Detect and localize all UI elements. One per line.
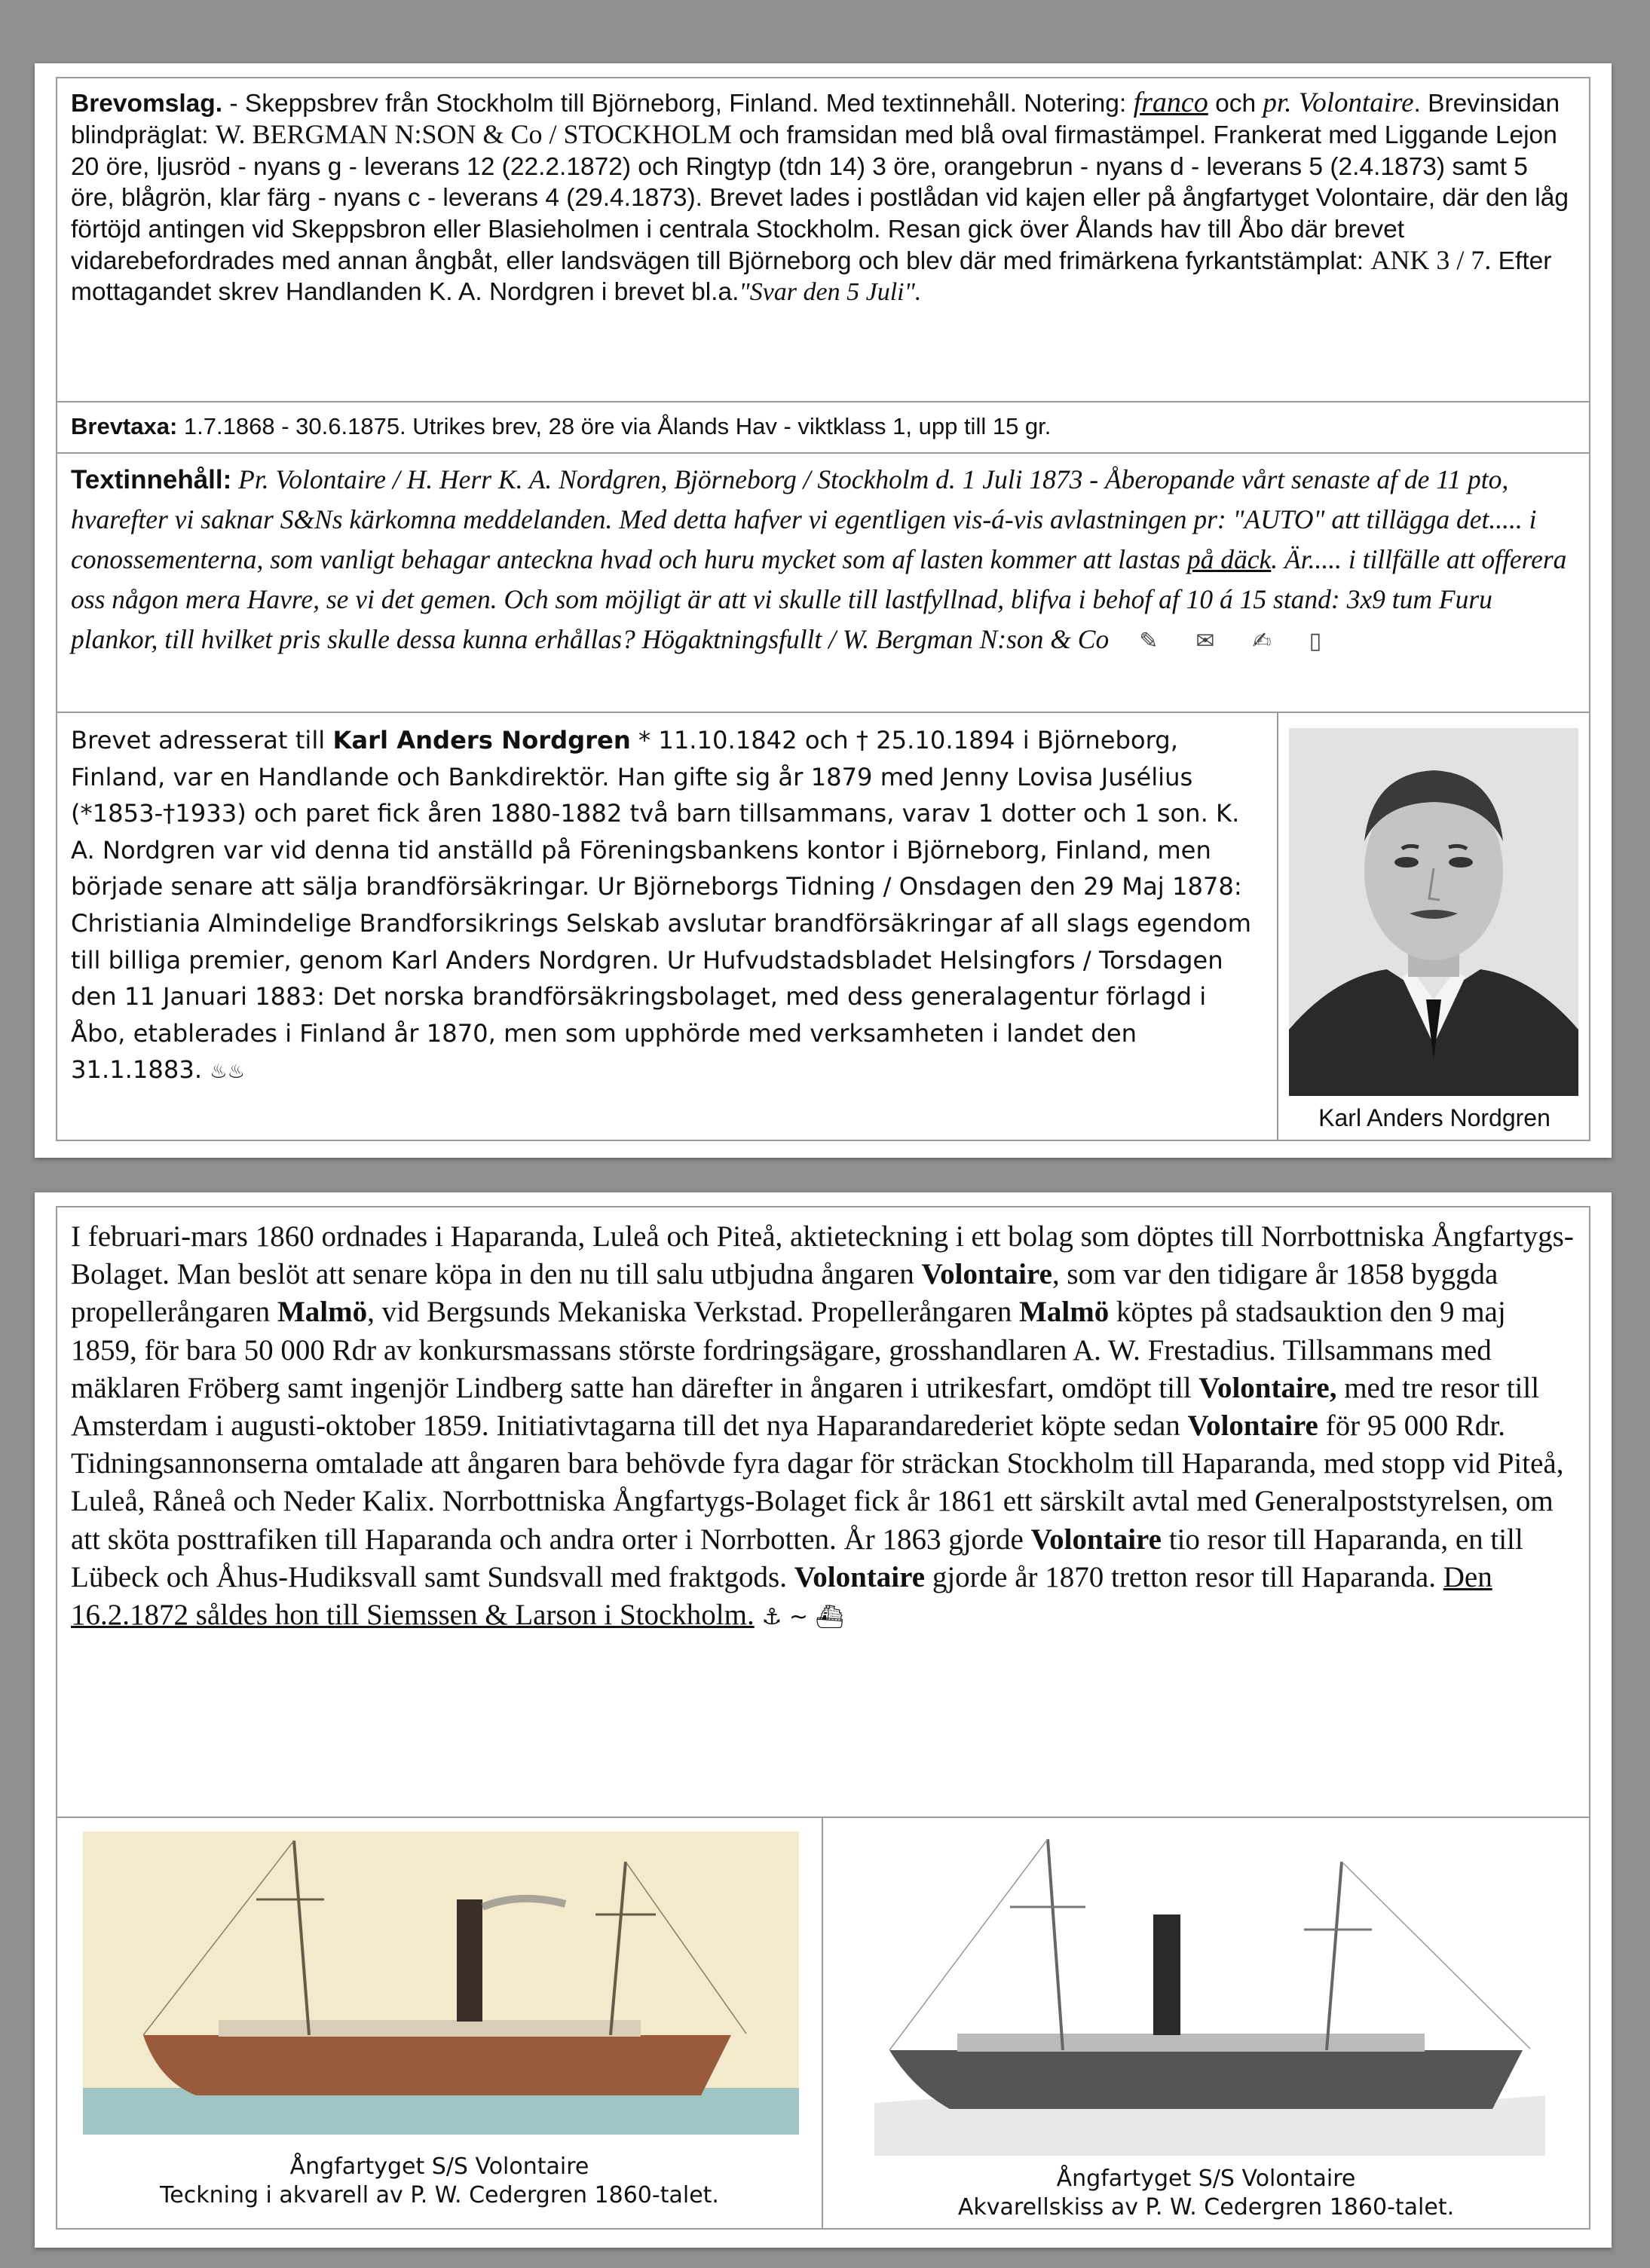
watercolor-ship-image xyxy=(83,1832,799,2135)
pencil-icon: ✎ xyxy=(1139,628,1196,654)
bio-name: Karl Anders Nordgren xyxy=(332,726,631,754)
brevtaxa-label: Brevtaxa: xyxy=(71,413,178,439)
ship-name: Volontaire xyxy=(921,1258,1052,1291)
svar-note: "Svar den 5 Juli". xyxy=(739,278,922,307)
sketch-title: Ångfartyget S/S Volontaire xyxy=(1056,2165,1356,2192)
ship-name: Malmö xyxy=(277,1296,368,1329)
ank-stamp-text: ANK 3 / 7. xyxy=(1370,245,1492,276)
volontaire-note: pr. Volontaire xyxy=(1263,87,1414,118)
ship-icons: ♨♨ xyxy=(210,1061,245,1084)
bottom-album-card xyxy=(35,1192,1612,2248)
brevomslag-part: - Skeppsbrev från Stockholm till Björneborg, Finland. Med textinnehåll. Notering: xyxy=(222,90,1134,118)
portrait-photo xyxy=(1289,728,1578,1096)
watercolor-title: Ångfartyget S/S Volontaire xyxy=(289,2153,589,2180)
sketch-ship-image xyxy=(844,1832,1568,2156)
ship-name: Volontaire xyxy=(794,1560,926,1593)
textinnehall-part: Pr. Volontaire / H. Herr K. A. Nordgren, Björneborg / Stockholm d. 1 Juli 1873 - Åberopande vårt senaste af de 11 pto, hvarefter vi saknar S&Ns kärkomna meddelanden. Med detta hafver vi egentligen vis-á-vis avlastningen pr: "AUTO" att tillägga det..... i conossementerna, som vanligt behagar anteckna hvad och huru mycket som af lasten kommer att lastas xyxy=(71,464,1537,574)
franco-note: franco xyxy=(1133,87,1208,118)
textinnehall-section xyxy=(56,452,1590,713)
ship-drawing-color xyxy=(83,1832,799,2135)
history-part: köptes på stadsauktion den 9 maj 1859, för bara 50 000 Rdr av konkursmassans störste fordringsägare, grosshandlaren A. W. Frestadius. Tillsammans med mäklaren Fröberg samt ingenjör Lindberg satte han därefter in ångaren i utrikesfart, omdöpt till xyxy=(71,1296,1506,1404)
brevtaxa-value: 1.7.1868 - 30.6.1875. Utrikes brev, 28 öre via Ålands Hav - viktklass 1, upp till 15 gr. xyxy=(177,413,1052,439)
brevomslag-part: och framsidan med blå oval firmastämpel. Frankerat med Liggande Lejon 20 öre, ljusröd - nyans g - leverans 12 (22.2.1872) och Ringtyp (tdn 14) 3 öre, orangebrun - nyans d - leverans 5 (2.4.1873) samt 5 öre, blågrön, klar färg - nyans c - leverans 4 (29.4.1873). Brevet lades i postlådan vid kajen eller på ångfartyget Volontaire, där den låg förtöjd antingen vid Skeppsbron eller Blasieholmen i centrala Stockholm. Resan gick över Ålands hav till Åbo där brevet vidarebefordrades med annan ångbåt, eller landsvägen till Björneborg och blev där med frimärkena fyrkantstämplat: xyxy=(71,121,1569,276)
bio-part: Brevet adresserat till xyxy=(71,726,333,754)
signature-icon: ✍ xyxy=(1252,628,1309,654)
ship-name: Volontaire, xyxy=(1198,1371,1337,1404)
textinnehall-icons xyxy=(1139,621,1359,661)
bio-part: * 11.10.1842 och † 25.10.1894 i Björneborg, Finland, var en Handlande och Bankdirektör. Han gifte sig år 1879 med Jenny Lovisa Jusélius (*1853-†1933) och paret fick åren 1880-1882 två barn tillsammans, varav 1 dotter och 1 son. K. A. Nordgren var vid denna tid anställd på Föreningsbankens kontor i Björneborg, Finland, men började senare att sälja brandförsäkringar. Ur Björneborgs Tidning / Onsdagen den 29 Maj 1878: Christiania Almindelige Brandforsikrings Selskab avslutar brandförsäkringar af all slags egendom till billiga premier, genom Karl Anders Nordgren. Ur Hufvudstadsbladet Helsingfors / Torsdagen den 11 Januari 1883: Det norska brandförsäkringsbolaget, med dess generalagentur förlagd i Åbo, etablerades i Finland år 1870, men som upphörde med verksamheten i landet den 31.1.1883. xyxy=(71,726,1251,1085)
ship-drawing-sketch xyxy=(844,1832,1568,2156)
textinnehall-text xyxy=(71,460,1575,661)
brevomslag-text xyxy=(71,87,1575,308)
history-part: I februari-mars 1860 ordnades i Haparanda, Luleå och Piteå, aktieteckning i ett bolag som döptes till Norrbottniska Ångfartygs-Bolaget. Man beslöt att senare köpa in den nu till salu utbjudna ångaren xyxy=(71,1220,1574,1291)
watercolor-frame xyxy=(56,1817,823,2230)
sale-note: Den 16.2.1872 såldes hon till Siemssen & Larson i Stockholm. xyxy=(71,1560,1492,1632)
anchor-ship-icons: ⚓ ~ ⛴ xyxy=(761,1604,844,1631)
brevomslag-section xyxy=(56,77,1590,402)
brevomslag-part: och xyxy=(1208,90,1263,118)
brevomslag-label: Brevomslag. xyxy=(71,90,223,118)
biography-section xyxy=(56,712,1590,1141)
brevtaxa-section xyxy=(56,401,1590,454)
history-part: , vid Bergsunds Mekaniska Verkstad. Propellerångaren xyxy=(367,1296,1020,1329)
history-part: för 95 000 Rdr. Tidningsannonserna omtalade att ångaren bara behövde fyra dagar för sträckan Stockholm till Haparanda, med stopp vid Piteå, Luleå, Råneå och Neder Kalix. Norrbottniska Ångfartygs-Bolaget fick år 1861 ett särskilt avtal med Generalpoststyrelsen, om att sköta posttrafiken till Haparanda och andra orter i Norrbotten. År 1863 gjorde xyxy=(71,1409,1564,1556)
history-part: med tre resor till Amsterdam i augusti-oktober 1859. Initiativtagarna till det nya Haparandarederiet köpte sedan xyxy=(71,1371,1540,1443)
portrait-drawing xyxy=(1289,728,1578,1096)
bergman-imprint: W. BERGMAN N:SON & Co / STOCKHOLM xyxy=(215,119,732,150)
history-part: tio resor till Haparanda, en till Lübeck och Åhus-Hudiksvall samt Sundsvall med fraktgods. xyxy=(71,1523,1523,1593)
ship-name: Volontaire xyxy=(1187,1409,1318,1443)
ship-name: Malmö xyxy=(1019,1296,1110,1329)
brevtaxa-text xyxy=(71,412,1575,442)
brevomslag-part: . Brevinsidan blindpräglat: xyxy=(71,90,1560,150)
history-part: gjorde år 1870 tretton resor till Haparanda. xyxy=(925,1560,1443,1593)
portrait-caption: Karl Anders Nordgren xyxy=(1318,1104,1551,1131)
ship-name: Volontaire xyxy=(1030,1523,1162,1556)
pa-dack-text: på däck xyxy=(1186,544,1272,574)
brevomslag-part: Efter mottagandet skrev Handlanden K. A. Nordgren i brevet bl.a. xyxy=(71,247,1552,307)
book-icon: ▯ xyxy=(1309,628,1360,654)
letter-icon: ✉ xyxy=(1195,628,1253,654)
watercolor-caption xyxy=(57,2153,822,2210)
top-album-card xyxy=(35,63,1612,1158)
sketch-caption xyxy=(823,2165,1589,2222)
watercolor-subtitle: Teckning i akvarell av P. W. Cedergren 1860-talet. xyxy=(160,2182,719,2208)
textinnehall-label: Textinnehåll: xyxy=(71,465,232,494)
sketch-frame xyxy=(822,1817,1590,2230)
sketch-subtitle: Akvarellskiss av P. W. Cedergren 1860-talet. xyxy=(957,2194,1455,2221)
volontaire-history-text xyxy=(56,1206,1590,1818)
textinnehall-part: . Är..... i tillfälle att offerera oss någon mera Havre, se vi det gemen. Och som möjligt är att vi skulle till lastfyllnad, blifva i behof af 10 á 15 stand: 3x9 tum Furu plankor, till hvilket pris skulle dessa kunna erhållas? Högaktningsfullt / W. Bergman N:son & Co xyxy=(71,544,1567,654)
biography-text xyxy=(57,713,1278,1140)
history-part: , som var den tidigare år 1858 byggda propellerångaren xyxy=(71,1258,1498,1329)
